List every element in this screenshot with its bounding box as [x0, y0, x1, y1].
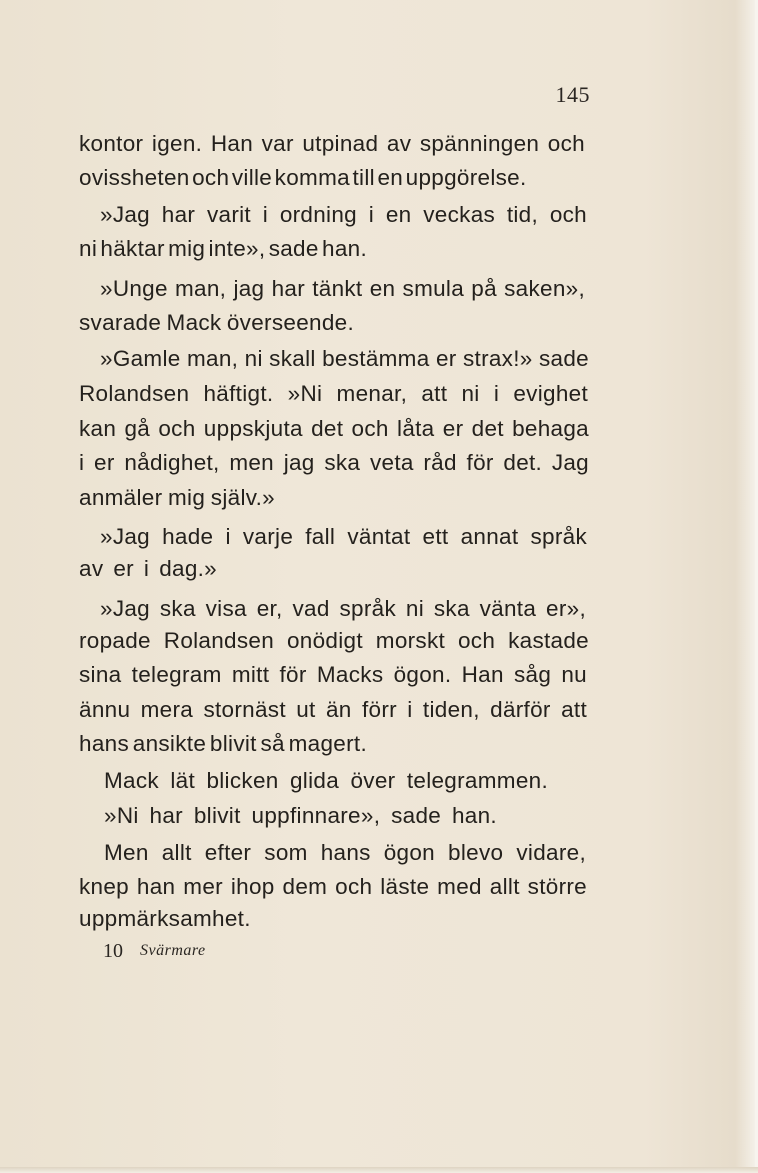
- text-line: »Gamle man, ni skall bestämma er strax!» sade: [100, 346, 589, 371]
- signature-mark-number: 10: [103, 940, 123, 962]
- text-line: ropade Rolandsen onödigt morskt och kastade: [79, 628, 589, 653]
- text-line: »Jag hade i varje fall väntat ett annat språk: [100, 524, 587, 549]
- text-line: svarade Mack överseende.: [79, 310, 354, 335]
- text-line: anmäler mig själv.»: [79, 485, 275, 510]
- text-line: kan gå och uppskjuta det och låta er det behaga: [79, 416, 589, 441]
- text-line: Mack lät blicken glida över telegrammen.: [104, 768, 548, 793]
- text-line: uppmärksamhet.: [79, 906, 251, 931]
- text-line: »Ni har blivit uppfinnare», sade han.: [104, 803, 497, 828]
- text-line: ovissheten och ville komma till en uppgörelse.: [79, 165, 527, 190]
- text-line: av er i dag.»: [79, 556, 217, 581]
- signature-mark-title: Svärmare: [140, 942, 206, 959]
- text-line: »Unge man, jag har tänkt en smula på saken»,: [100, 276, 585, 301]
- text-line: »Jag har varit i ordning i en veckas tid, och: [100, 202, 587, 227]
- text-line: Rolandsen häftigt. »Ni menar, att ni i evighet: [79, 381, 588, 406]
- text-line: »Jag ska visa er, vad språk ni ska vänta er»,: [100, 596, 586, 621]
- text-line: sina telegram mitt för Macks ögon. Han såg nu: [79, 662, 587, 687]
- text-line: hans ansikte blivit så magert.: [79, 731, 367, 756]
- page-number: 145: [555, 82, 590, 107]
- text-line: ni häktar mig inte», sade han.: [79, 236, 367, 261]
- text-line: knep han mer ihop dem och läste med allt större: [79, 874, 587, 899]
- page-edge-bottom: [0, 1167, 758, 1173]
- text-line: Men allt efter som hans ögon blevo vidare,: [104, 840, 586, 865]
- text-line: ännu mera stornäst ut än förr i tiden, därför att: [79, 697, 587, 722]
- text-line: i er nådighet, men jag ska veta råd för det. Jag: [79, 450, 589, 475]
- text-line: kontor igen. Han var utpinad av spänningen och: [79, 131, 585, 156]
